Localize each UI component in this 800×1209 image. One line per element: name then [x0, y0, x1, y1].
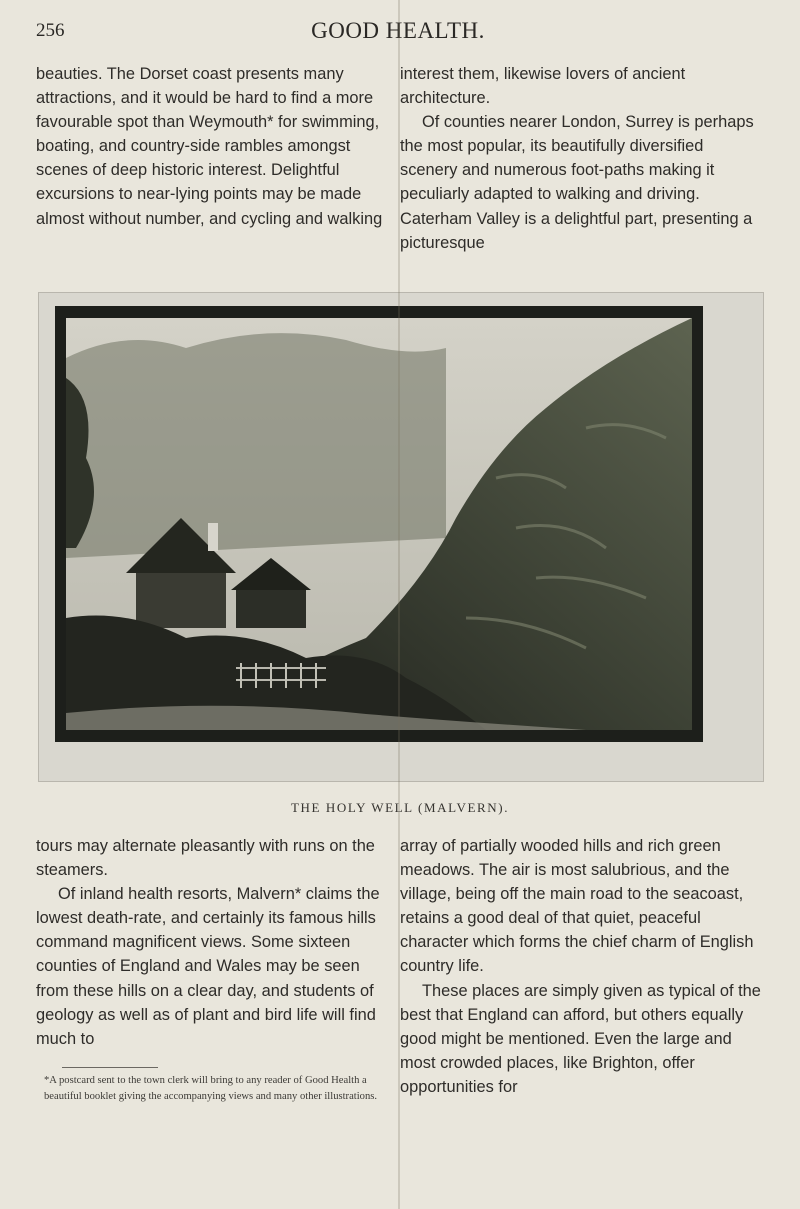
holy-well-photograph: [66, 318, 692, 730]
bottom-right-column: [400, 834, 763, 1099]
binding-fold-line: [398, 0, 400, 1209]
running-head: GOOD HEALTH.: [311, 18, 485, 43]
second-building: [236, 588, 306, 628]
top-right-paragraph-1: interest them, likewise lovers of ancient architecture.: [400, 65, 686, 108]
bottom-right-paragraph-2: These places are simply given as typical of the best that England can afford, but others equally good might be mentioned. Even the large and most crowded places, like Brighton, offer opportunities for: [400, 981, 761, 1096]
bottom-right-paragraph-1: array of partially wooded hills and rich green meadows. The air is most salubrious, and the village, being off the main road to the seacoast, retains a good deal of that quiet, peaceful character which forms the chief charm of English country life.: [400, 837, 754, 976]
footnote-rule: [62, 1067, 158, 1068]
photograph-illustration: [66, 318, 692, 730]
top-right-paragraph-2: Of counties nearer London, Surrey is perhaps the most popular, its beautifully diversified scenery and numerous foot-paths making it peculiarly adapted to walking and driving. Caterham Valley is a delightful part, presenting a picturesque: [400, 113, 754, 252]
page-number: 256: [36, 20, 65, 41]
top-left-column: [36, 62, 392, 231]
background-trees: [66, 333, 446, 558]
bottom-left-paragraph-2: Of inland health resorts, Malvern* claims the lowest death-rate, and certainly its famous hills command magnificent views. Some sixteen counties of England and Wales may be seen from these hills on a clear day, and students of geology as well as of plant and bird life will find much to: [36, 885, 380, 1048]
top-left-text: beauties. The Dorset coast presents many attractions, and it would be hard to find a more favourable spot than Weymouth* for swimming, boating, and country-side rambles amongst scenes of deep historic interest. Delightful excursions to near-lying points may be made almost without number, and cycling and walking: [36, 65, 383, 228]
bottom-left-paragraph-1: tours may alternate pleasantly with runs on the steamers.: [36, 837, 375, 880]
top-right-column: [400, 62, 763, 255]
chimney: [208, 523, 218, 551]
cottage-wall: [136, 568, 226, 628]
figure-caption: THE HOLY WELL (MALVERN).: [290, 800, 510, 815]
footnote: *A postcard sent to the town clerk will bring to any reader of Good Health a beautiful booklet giving the accompanying views and many other illustrations.: [44, 1075, 378, 1102]
bottom-left-column: [36, 834, 392, 1051]
